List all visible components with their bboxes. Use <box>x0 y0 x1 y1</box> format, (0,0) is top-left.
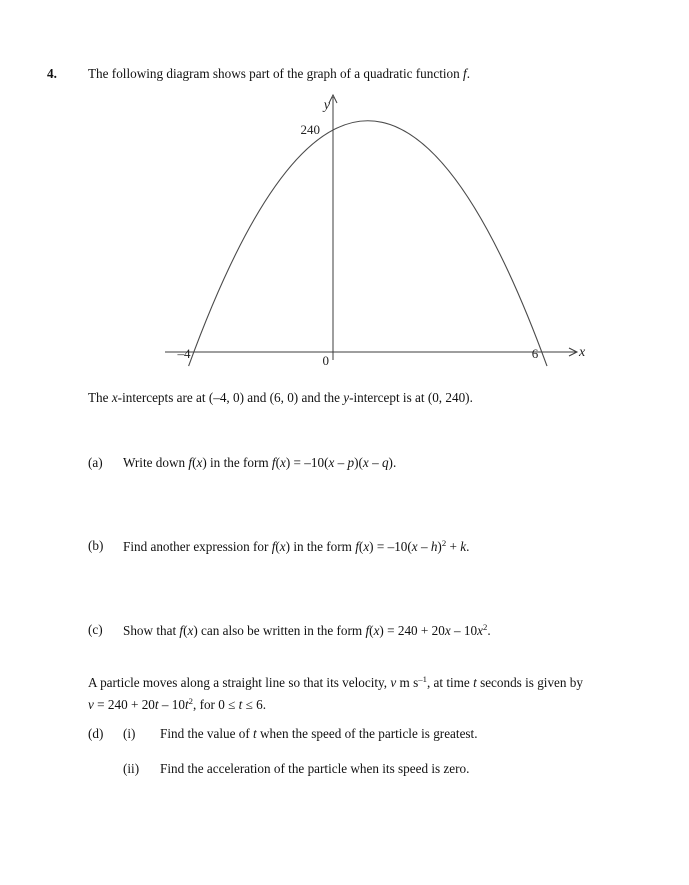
part-d-i-text: Find the value of t when the speed of the particle is greatest. <box>160 726 478 741</box>
part-b-text: Find another expression for f(x) in the form f(x) = –10(x – h)$^2$ + k. <box>123 538 470 554</box>
part-d-ii-label: (ii) <box>123 761 140 776</box>
part-d-label: (d) <box>88 726 104 741</box>
part-c-label: (c) <box>88 622 103 637</box>
part-a-label: (a) <box>88 455 103 470</box>
part-c-text: Show that f(x) can also be written in the form $f(x) = 240 + 20x - 10x^2$. <box>123 622 491 638</box>
y-axis-label: y <box>323 98 330 113</box>
particle-paragraph-line1: A particle moves along a straight line so that its velocity, v m $s^{-1}$, at time t seconds is given by <box>88 674 583 690</box>
question-intro: The following diagram shows part of the graph of a quadratic function f. <box>88 66 470 81</box>
part-d-i-label: (i) <box>123 726 136 741</box>
intercepts-note: The x-intercepts are at (–4, 0) and (6, 0) and the y-intercept is at (0, 240). <box>88 390 473 405</box>
y-intercept-value-label: 240 <box>300 122 320 137</box>
origin-label: 0 <box>322 353 329 368</box>
right-x-intercept-label: 6 <box>531 346 539 361</box>
quadratic-function-graph <box>150 88 600 388</box>
parabola-curve <box>189 121 547 366</box>
part-b-label: (b) <box>88 538 104 553</box>
left-x-intercept-label: –4 <box>177 346 191 361</box>
part-d-ii-text: Find the acceleration of the particle when its speed is zero. <box>160 761 470 776</box>
part-a-text: Write down f(x) in the form f(x) = –10(x – p)(x – q). <box>123 455 397 470</box>
question-number: 4. <box>47 66 57 81</box>
x-axis-label: x <box>579 345 586 360</box>
particle-paragraph-line2: $v = 240 + 20t - 10t^2$, for 0 ≤ t ≤ 6. <box>88 696 267 712</box>
